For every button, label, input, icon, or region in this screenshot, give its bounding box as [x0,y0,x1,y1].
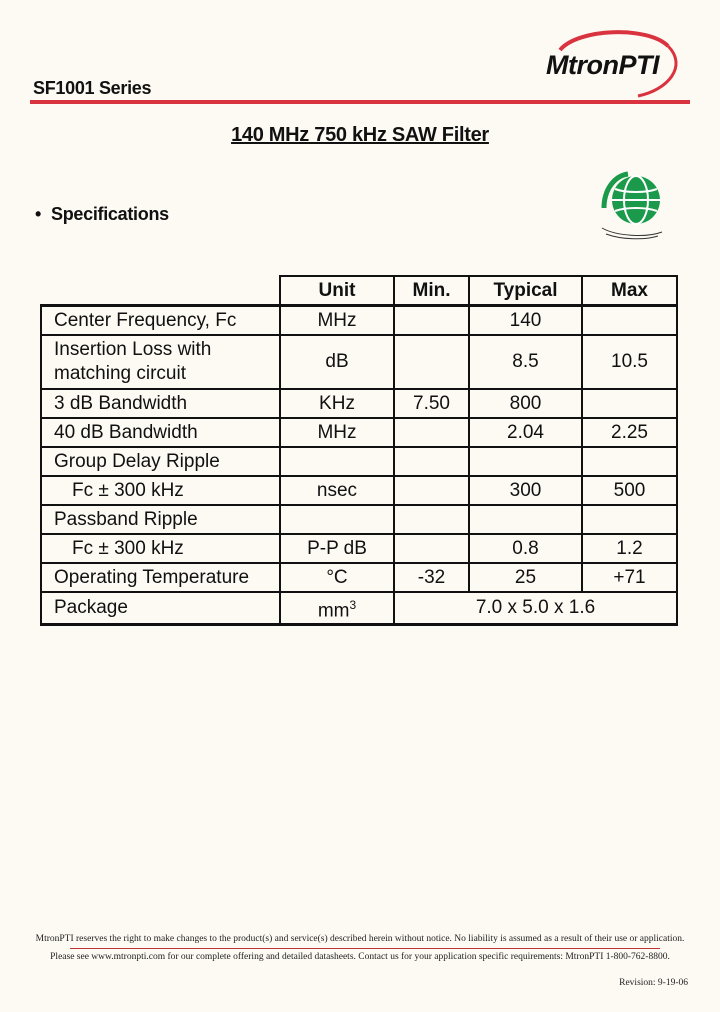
col-header-unit: Unit [280,276,394,306]
param-cell: Passband Ripple [41,505,280,534]
rohs-globe-icon [596,162,666,242]
unit-base: mm [317,600,350,622]
max-cell [582,389,677,418]
table-row [41,418,677,447]
param-line-1: Insertion Loss with [54,339,212,360]
col-header-max: Max [582,276,677,306]
typ-cell: 0.8 [469,534,582,563]
param-line-2: matching circuit [54,363,186,384]
min-cell [394,447,469,476]
logo-text: MtronPTI [546,50,659,80]
max-cell [582,505,677,534]
max-cell [582,447,677,476]
table-row [41,447,677,476]
typ-cell [469,505,582,534]
bullet-mark: • [35,204,42,224]
unit-cell: P-P dB [280,534,394,563]
param-cell [41,335,280,389]
typ-cell: 25 [469,563,582,592]
spec-table [40,275,678,626]
unit-cell [280,505,394,534]
table-row [41,592,677,625]
max-cell: 10.5 [582,335,677,389]
unit-cell [280,447,394,476]
table-row [41,306,677,336]
unit-cell: MHz [280,418,394,447]
table-row [41,335,677,389]
typ-cell: 2.04 [469,418,582,447]
typ-cell [469,447,582,476]
table-corner [41,276,280,306]
footer-disclaimer: MtronPTI reserves the right to make changes to the product(s) and service(s) described herein without notice. No liability is assumed as a result of their use or application. [35,934,685,944]
param-cell: Operating Temperature [41,563,280,592]
max-cell [582,306,677,336]
min-cell [394,505,469,534]
mtronpti-logo [538,24,698,100]
min-cell: 7.50 [394,389,469,418]
typ-cell: 8.5 [469,335,582,389]
header-rule [30,100,690,104]
footer-contact: Please see www.mtronpti.com for our complete offering and detailed datasheets. Contact us for your application specific requirements: MtronPTI 1-800-762-8800. [50,952,670,962]
min-cell [394,476,469,505]
section-heading [35,204,169,225]
min-cell [394,534,469,563]
min-cell [394,306,469,336]
max-cell: 1.2 [582,534,677,563]
col-header-min: Min. [394,276,469,306]
table-row [41,563,677,592]
section-label: Specifications [51,204,169,224]
footer-rule [70,948,660,949]
param-cell: 3 dB Bandwidth [41,389,280,418]
series-title: SF1001 Series [33,78,152,98]
revision-label: Revision: 9-19-06 [619,978,688,988]
rohs-badge [596,162,666,242]
min-cell [394,418,469,447]
min-cell [394,335,469,389]
unit-cell: dB [280,335,394,389]
unit-cell: MHz [280,306,394,336]
unit-cell [280,592,394,625]
param-cell: Center Frequency, Fc [41,306,280,336]
max-cell: +71 [582,563,677,592]
min-cell: -32 [394,563,469,592]
param-cell: Fc ± 300 kHz [41,534,280,563]
typ-cell: 140 [469,306,582,336]
max-cell: 500 [582,476,677,505]
param-cell: Group Delay Ripple [41,447,280,476]
table-row [41,505,677,534]
typ-cell: 300 [469,476,582,505]
table-row [41,389,677,418]
table-row [41,534,677,563]
table-row [41,476,677,505]
package-dimensions: 7.0 x 5.0 x 1.6 [394,592,677,625]
param-cell: 40 dB Bandwidth [41,418,280,447]
unit-cell: KHz [280,389,394,418]
unit-superscript: 3 [349,598,357,612]
max-cell: 2.25 [582,418,677,447]
table-header-row [41,276,677,306]
unit-cell: nsec [280,476,394,505]
param-cell: Package [41,592,280,625]
col-header-typical: Typical [469,276,582,306]
param-cell: Fc ± 300 kHz [41,476,280,505]
unit-cell: °C [280,563,394,592]
page-title: 140 MHz 750 kHz SAW Filter [231,124,489,146]
typ-cell: 800 [469,389,582,418]
